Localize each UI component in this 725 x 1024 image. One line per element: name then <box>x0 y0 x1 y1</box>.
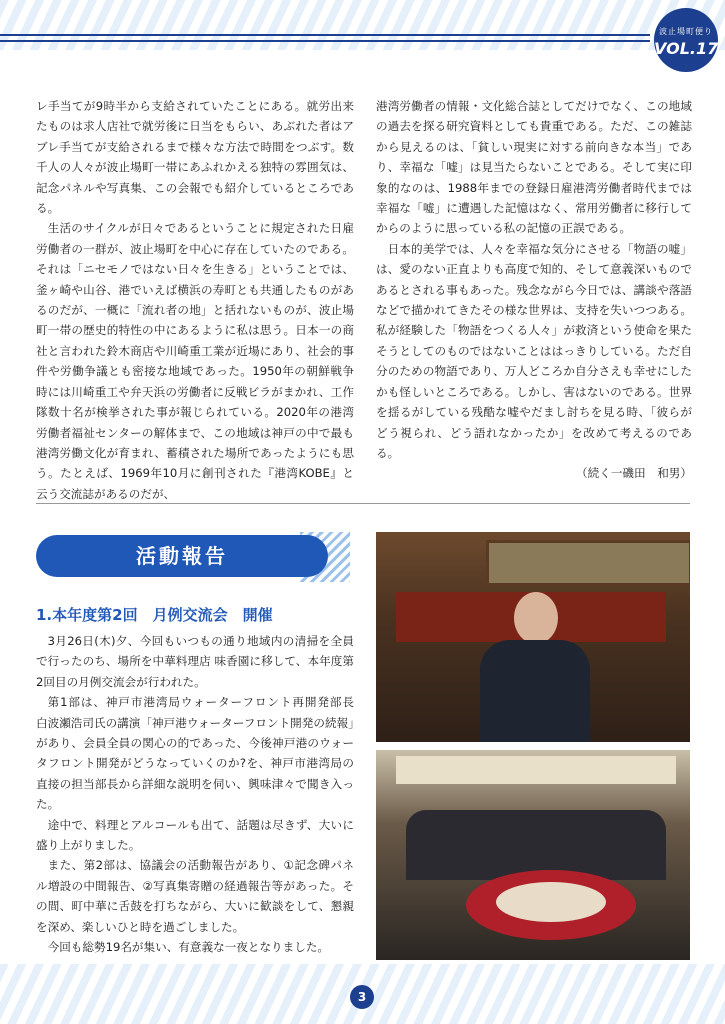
author-signature: （続く一磯田 和男） <box>576 466 692 481</box>
article-paragraph: レ手当てが9時半から支給されていたことにある。就労出来たものは求人店社で就労後に日当をもらい、あぶれた者はアブレ手当てが支給されるまで様々な方法で時間をつぶす。数千人の人々が波止場町一帯にあふれかえる独特の雰囲気は、記念パネルや写真集、この会報でも紹介しているところである。 <box>36 99 354 216</box>
report-paragraph: また、第2部は、協議会の活動報告があり、①記念碑パネル増設の中間報告、②写真集寄贈の経過報告等があった。その間、町中華に舌鼓を打ちながら、大いに歓談をして、懇親を深め、楽しいひと時を過ごしました。 <box>36 858 354 934</box>
article-column-left <box>36 96 354 504</box>
article-paragraph: 港湾労働者の情報・文化総合誌としてだけでなく、この地域の過去を探る研究資料としても貴重である。ただ、この雑誌から見えるのは、「貧しい現実に対する前向きな本当」であり、幸福な「嘘」は見当たらないことである。そして実に印象的なのは、1988年までの登録日雇港湾労働者時代までは幸福な「嘘」に遭遇した記憶はなく、常用労働者に移行してからのように思っている私の記憶の正誤である。 <box>376 99 692 236</box>
group-photo <box>376 750 690 960</box>
volume-badge <box>654 8 718 72</box>
report-paragraph: 今回も総勢19名が集い、有意義な一夜となりました。 <box>47 940 330 955</box>
report-body <box>36 631 366 958</box>
newsletter-name: 波止場町便り <box>659 27 713 36</box>
speaker-head <box>514 592 558 644</box>
report-paragraph: 途中で、料理とアルコールも出て、話題は尽きず、大いに盛り上がりました。 <box>36 817 354 853</box>
article-paragraph: 日本的美学では、人々を幸福な気分にさせる「物語の嘘」は、愛のない正直よりも高度で知的、そして意義深いものであるとされる事もあった。残念ながら今日では、講談や落語などで描かれてきたその様な世界は、支持を失いつつある。私が経験した「物語をつくる人々」が救済という使命を果たそうとしてのものではないことははっきりしている。ただ自分のための物語であり、万人どころか自分さえも幸せにしたかも怪しいところである。しかし、害はないのである。世界を揺るがしている残酷な嘘やだまし討ちを見る時、「彼らがどう視られ、どう語れなかったか」を改めて考えるのである。 <box>376 241 692 460</box>
volume-number: VOL.17 <box>654 39 719 58</box>
speaker-photo <box>376 532 690 742</box>
wall-painting <box>486 540 690 586</box>
section-title: 活動報告 <box>36 535 328 577</box>
page-number: 3 <box>350 985 374 1009</box>
section-divider <box>36 503 690 504</box>
dishes <box>496 882 606 922</box>
ceiling <box>396 756 676 784</box>
report-subheading: 1.本年度第2回 月例交流会 開催 <box>36 606 273 624</box>
article-paragraph: 生活のサイクルが日々であるということに規定された日雇労働者の一群が、波止場町を中心に存在していたのである。それは「ニセモノではない日々を生きる」ということでは、釜ヶ崎や山谷、港でいえば横浜の寿町とも共通したものがあるのだが、一概に「流れ者の地」と括れないものが、波止場町一帯の歴史的特性の中にあるように私は思う。日本一の商社と言われた鈴木商店や川崎重工業が近場にあり、社会的事件や労働争議とも密接な地域であった。1950年の朝鮮戦争時には川崎重工や弁天浜の労働者に反戦ビラがまかれ、工作隊数十名が検挙された事が報じられている。2020年の港湾労働者福祉センターの解体まで、この地域は神戸の中で最も港湾労働文化が育まれ、蓄積された場所であったようにも思う。たとえば、1969年10月に創刊された『港湾KOBE』と云う交流誌があるのだが、 <box>36 221 354 501</box>
article-column-right <box>376 96 692 484</box>
speaker-body <box>480 640 590 742</box>
header-rule <box>0 40 650 42</box>
report-paragraph: 3月26日(木)夕、今回もいつもの通り地域内の清掃を全員で行ったのち、場所を中華料理店 味香園に移して、本年度第2回目の月例交流会が行われた。 <box>36 634 354 689</box>
report-paragraph: 第1部は、神戸市港湾局ウォーターフロント再開発部長 白波瀬浩司氏の講演「神戸港ウォーターフロント開発の続報」があり、会員全員の関心の的であった、今後神戸港のウォータフロント開発がどうなっていくのか?を、神戸市港湾局の直接の担当部長から詳細な説明を伺い、興味津々で聞き入った。 <box>36 695 366 812</box>
header-decoration <box>0 0 725 50</box>
header-rule <box>0 34 650 36</box>
